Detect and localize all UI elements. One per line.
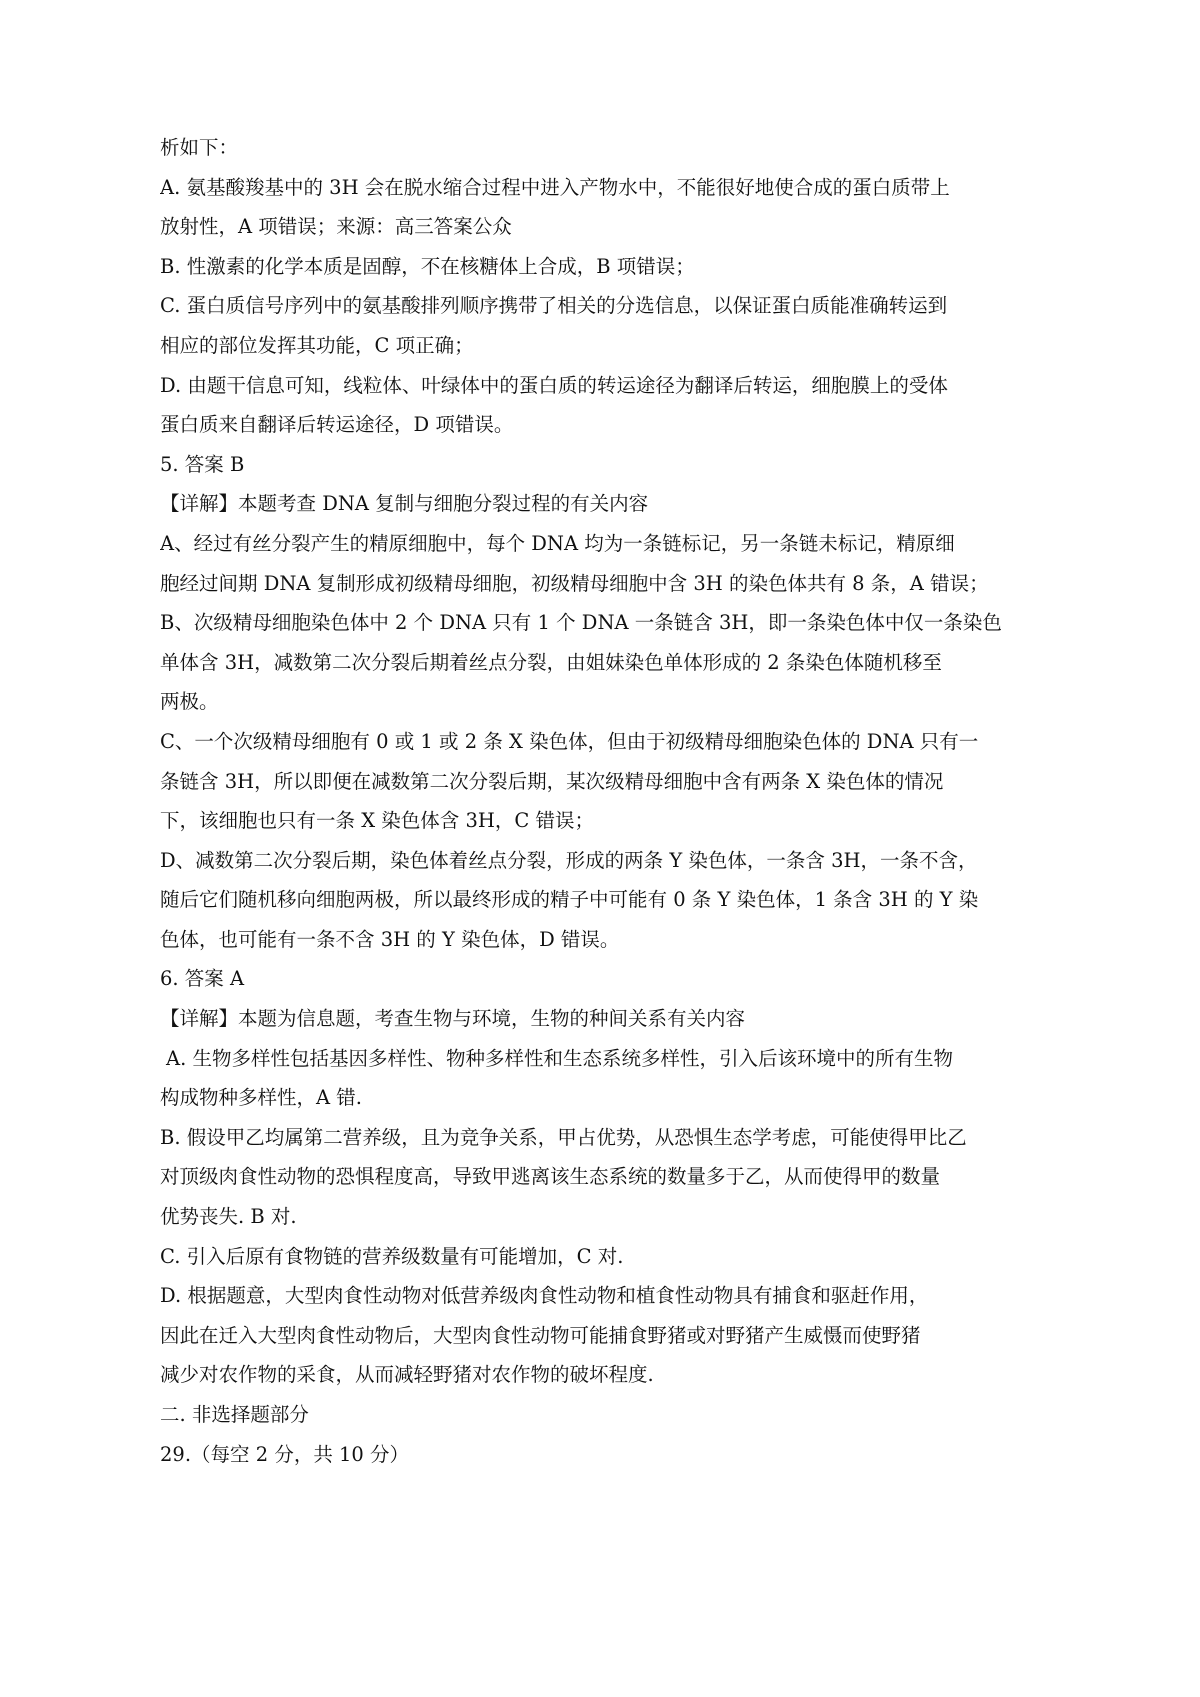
text-line: 色体，也可能有一条不含 3H 的 Y 染色体，D 错误。: [160, 927, 620, 951]
text-line: 蛋白质来自翻译后转运途径，D 项错误。: [160, 413, 514, 437]
text-line: 优势丧失. B 对.: [160, 1205, 297, 1229]
text-line: 单体含 3H，减数第二次分裂后期着丝点分裂，由姐妹染色单体形成的 2 条染色体随机移至: [160, 650, 942, 674]
explanation-heading: 【详解】本题为信息题，考查生物与环境，生物的种间关系有关内容: [160, 1007, 746, 1031]
text-line: 减少对农作物的采食，从而减轻野猪对农作物的破坏程度.: [160, 1363, 654, 1387]
text-line: 相应的部位发挥其功能，C 项正确；: [160, 333, 474, 357]
explanation-heading: 【详解】本题考查 DNA 复制与细胞分裂过程的有关内容: [160, 492, 649, 516]
text-line: A、经过有丝分裂产生的精原细胞中，每个 DNA 均为一条链标记，另一条链未标记，精原细: [160, 531, 955, 555]
text-line: B、次级精母细胞染色体中 2 个 DNA 只有 1 个 DNA 一条链含 3H，即一条染色体中仅一条染色: [160, 611, 1002, 635]
text-line: C、一个次级精母细胞有 0 或 1 或 2 条 X 染色体，但由于初级精母细胞染色体的 DNA 只有一: [160, 729, 979, 753]
text-line: 放射性，A 项错误；来源：高三答案公众: [160, 215, 512, 239]
text-line: A. 生物多样性包括基因多样性、物种多样性和生态系统多样性，引入后该环境中的所有生物: [166, 1046, 953, 1070]
text-line: D. 由题干信息可知，线粒体、叶绿体中的蛋白质的转运途径为翻译后转运，细胞膜上的受体: [160, 373, 948, 397]
answer-explanation-text: [160, 128, 1040, 1474]
section-heading: 二. 非选择题部分: [160, 1403, 309, 1426]
text-line: 对顶级肉食性动物的恐惧程度高，导致甲逃离该生态系统的数量多于乙，从而使得甲的数量: [160, 1165, 941, 1189]
text-line: 析如下：: [160, 136, 239, 159]
text-line: 构成物种多样性，A 错.: [160, 1086, 362, 1110]
answer-heading: 6. 答案 A: [160, 967, 245, 991]
question-heading: 29.（每空 2 分，共 10 分）: [160, 1442, 410, 1466]
text-line: B. 假设甲乙均属第二营养级，且为竞争关系，甲占优势，从恐惧生态学考虑，可能使得甲比乙: [160, 1125, 967, 1149]
text-line: D. 根据题意，大型肉食性动物对低营养级肉食性动物和植食性动物具有捕食和驱赶作用，: [160, 1284, 929, 1308]
text-line: C. 引入后原有食物链的营养级数量有可能增加，C 对.: [160, 1244, 624, 1268]
text-line: B. 性激素的化学本质是固醇，不在核糖体上合成，B 项错误；: [160, 254, 695, 278]
text-line: 下，该细胞也只有一条 X 染色体含 3H，C 错误；: [160, 809, 595, 833]
text-line: C. 蛋白质信号序列中的氨基酸排列顺序携带了相关的分选信息，以保证蛋白质能准确转运到: [160, 294, 948, 318]
text-line: 胞经过间期 DNA 复制形成初级精母细胞，初级精母细胞中含 3H 的染色体共有 8 条，A 错误；: [160, 571, 989, 595]
text-line: 随后它们随机移向细胞两极，所以最终形成的精子中可能有 0 条 Y 染色体，1 条含 3H 的 Y 染: [160, 888, 979, 912]
text-line: A. 氨基酸羧基中的 3H 会在脱水缩合过程中进入产物水中，不能很好地使合成的蛋白质带上: [160, 175, 950, 199]
text-line: D、减数第二次分裂后期，染色体着丝点分裂，形成的两条 Y 染色体，一条含 3H，一条不含，: [160, 848, 978, 872]
text-line: 条链含 3H，所以即便在减数第二次分裂后期，某次级精母细胞中含有两条 X 染色体的情况: [160, 769, 944, 793]
text-line: 因此在迁入大型肉食性动物后，大型肉食性动物可能捕食野猪或对野猪产生威慑而使野猪: [160, 1323, 921, 1347]
answer-heading: 5. 答案 B: [160, 452, 245, 476]
text-line: 两极。: [160, 690, 219, 714]
